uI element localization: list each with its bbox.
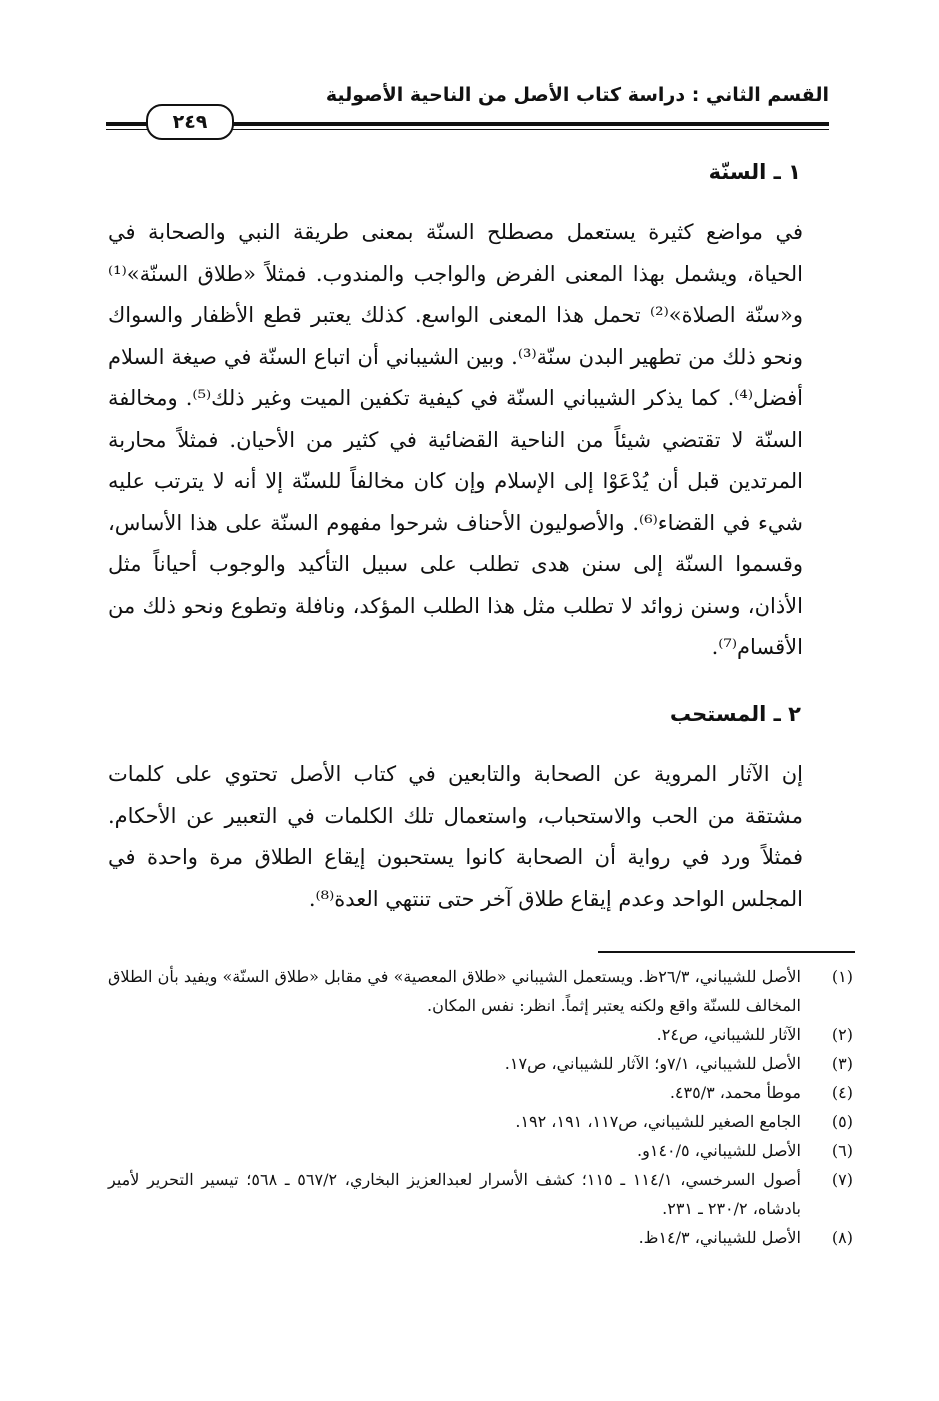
- footnote-number: (٤): [831, 1083, 853, 1102]
- footnote-text: الآثار للشيباني، ص٢٤.: [656, 1025, 801, 1044]
- footnote-number: (٦): [831, 1141, 853, 1160]
- footnote-number: (٧): [831, 1170, 853, 1189]
- footnote: [108, 1049, 853, 1078]
- footnote-number: (٢): [831, 1025, 853, 1044]
- paragraph-mustahab: إن الآثار المروية عن الصحابة والتابعين في كتاب الأصل تحتوي على كلمات مشتقة من الحب والاستحباب، واستعمال تلك الكلمات في التعبير عن الأحكام. فمثلاً ورد في رواية أن الصحابة كانوا يستحبون إيقاع الطلاق مرة واحدة في المجلس الواحد وعدم إيقاع طلاق آخر حتى تنتهي العدة⁽⁸⁾.: [108, 762, 803, 911]
- footnote: [108, 1107, 853, 1136]
- footnote: [108, 1020, 853, 1049]
- footnote-number: (٥): [831, 1112, 853, 1131]
- footnote-text: الأصل للشيباني، ٧/١و؛ الآثار للشيباني، ص١٧.: [504, 1054, 801, 1073]
- footnotes-list: [108, 962, 853, 1252]
- footnote: [108, 1136, 853, 1165]
- footnote-number: (١): [831, 967, 853, 986]
- footnote-separator: [598, 951, 855, 953]
- footnote-number: (٨): [831, 1228, 853, 1247]
- footnote-text: الأصل للشيباني، ١٤٠/٥و.: [637, 1141, 801, 1160]
- footnote: [108, 1078, 853, 1107]
- footnote: [108, 1165, 853, 1223]
- footnote-text: موطأ محمد، ٤٣٥/٣.: [669, 1083, 801, 1102]
- section-heading-mustahab: ٢ ـ المستحب: [669, 702, 801, 726]
- page-number: ٢٤٩: [146, 104, 234, 140]
- footnote-number: (٣): [831, 1054, 853, 1073]
- footnote-text: الجامع الصغير للشيباني، ص١١٧، ١٩١، ١٩٢.: [515, 1112, 801, 1131]
- footnote-text: الأصل للشيباني، ١٤/٣ظ.: [638, 1228, 801, 1247]
- footnote-text: أصول السرخسي، ١١٤/١ ـ ١١٥؛ كشف الأسرار لعبدالعزيز البخاري، ٥٦٧/٢ ـ ٥٦٨؛ تيسير التحرير لأمير بادشاه، ٢٣٠/٢ ـ ٢٣١.: [108, 1170, 802, 1218]
- footnote: [108, 1223, 853, 1252]
- footnote-text: الأصل للشيباني، ٢٦/٣ظ. ويستعمل الشيباني «طلاق المعصية» في مقابل «طلاق السنّة» ويفيد بأن الطلاق المخالف للسنّة واقع ولكنه يعتبر إثماً. انظر: نفس المكان.: [108, 967, 802, 1015]
- footnote: [108, 962, 853, 1020]
- section-heading-sunna: ١ ـ السنّة: [708, 160, 801, 184]
- paragraph-sunna: في مواضع كثيرة يستعمل مصطلح السنّة بمعنى طريقة النبي والصحابة في الحياة، ويشمل بهذا المعنى الفرض والواجب والمندوب. فمثلاً «طلاق السنّة»⁽¹⁾ و«سنّة الصلاة»⁽²⁾ تحمل هذا المعنى الواسع. كذلك يعتبر قطع الأظفار والسواك ونحو ذلك من تطهير البدن سنّة⁽³⁾. وبين الشيباني أن اتباع السنّة في صيغة السلام أفضل⁽⁴⁾. كما يذكر الشيباني السنّة في كيفية تكفين الميت وغير ذلك⁽⁵⁾. ومخالفة السنّة لا تقتضي شيئاً من الناحية القضائية في كثير من الأحيان. فمثلاً محاربة المرتدين قبل أن يُدْعَوْا إلى الإسلام وإن كان مخالفاً للسنّة إلا أنه لا يترتب عليه شيء في القضاء⁽⁶⁾. والأصوليون الأحناف شرحوا مفهوم السنّة على هذا الأساس، وقسموا السنّة إلى سنن هدى تطلب على سبيل التأكيد والوجوب أحياناً مثل الأذان، وسنن زوائد لا تطلب مثل هذا الطلب المؤكد، ونافلة وتطوع ونحو ذلك من الأقسام⁽⁷⁾.: [108, 220, 803, 659]
- running-header-title: القسم الثاني : دراسة كتاب الأصل من الناحية الأصولية: [325, 84, 829, 106]
